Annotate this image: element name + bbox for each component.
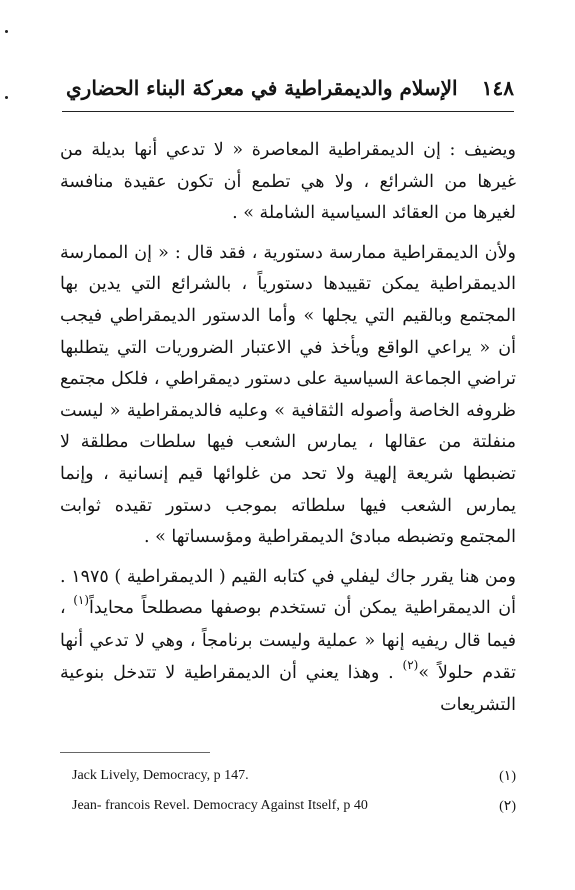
- footnote-ref: (٢): [402, 657, 419, 672]
- footnote-ref: (١): [73, 593, 90, 608]
- footnote: [60, 768, 516, 798]
- page-number: ١٤٨: [481, 76, 514, 100]
- paragraph-text: . وهذا يعني أن الديمقراطية لا تتدخل بنوعية التشريعات: [60, 662, 516, 716]
- footnote-text: Jean- francois Revel. Democracy Against Itself, p 40: [72, 798, 368, 813]
- body-text: [60, 135, 516, 722]
- footnotes: [60, 768, 516, 828]
- paragraph-text: ويضيف : إن الديمقراطية المعاصرة « لا تدعي أنها بديلة من غيرها من الشرائع ، ولا هي تطمع أن تكون عقيدة منافسة لغيرها من العقائد السياسية الشاملة » .: [60, 140, 516, 224]
- footnote-text: Jack Lively, Democracy, p 147.: [72, 768, 249, 783]
- body-paragraph: [60, 562, 516, 722]
- footnote-rule: [60, 752, 210, 753]
- footnote-number: (٢): [499, 799, 516, 814]
- paragraph-text: ولأن الديمقراطية ممارسة دستورية ، فقد قال : « إن الممارسة الديمقراطية يمكن تقييدها دستورياً ، بالشرائع التي يدين بها المجتمع وبالقيم التي يجلها » وأما الدستور الديمقراطي فيجب أن « يراعي الواقع ويأخذ في الاعتبار الضروريات التي يتطلبها تراضي الجماعة السياسية على دستور ديمقراطي ، فلكل مجتمع ظروفه الخاصة وأصوله الثقافية » وعليه فالديمقراطية « ليست منفلتة من عقالها ، يمارس الشعب فيها سلطات مطلقة لا تضبطها شريعة إلهية ولا تحد من غلوائها قيم إنسانية ، وإنما يمارس الشعب فيها سلطاته بموجب دستور تقيده ثوابت المجتمع وتضبطه مبادئ الديمقراطية ومؤسساتها » .: [60, 242, 516, 548]
- body-paragraph: [60, 135, 516, 230]
- edge-mark-top: [5, 30, 8, 33]
- footnote: [60, 798, 516, 828]
- running-header: [60, 70, 516, 108]
- paragraph-text: ومن هنا يقرر جاك ليفلي في كتابه القيم ( الديمقراطية ) ١٩٧٥ . أن الديمقراطية يمكن أن تستخدم بوصفها مصطلحاً محايداً: [60, 566, 516, 619]
- footnote-number: (١): [499, 769, 516, 784]
- edge-mark-middle: [5, 96, 8, 99]
- running-title: الإسلام والديمقراطية في معركة البناء الحضاري: [66, 76, 458, 100]
- paragraph-text: ، فيما قال ريفيه إنها « عملية وليست برنامجاً ، وهي لا تدعي أنها تقدم حلولاً »: [60, 598, 517, 683]
- body-paragraph: [60, 238, 516, 554]
- header-rule: [62, 111, 514, 112]
